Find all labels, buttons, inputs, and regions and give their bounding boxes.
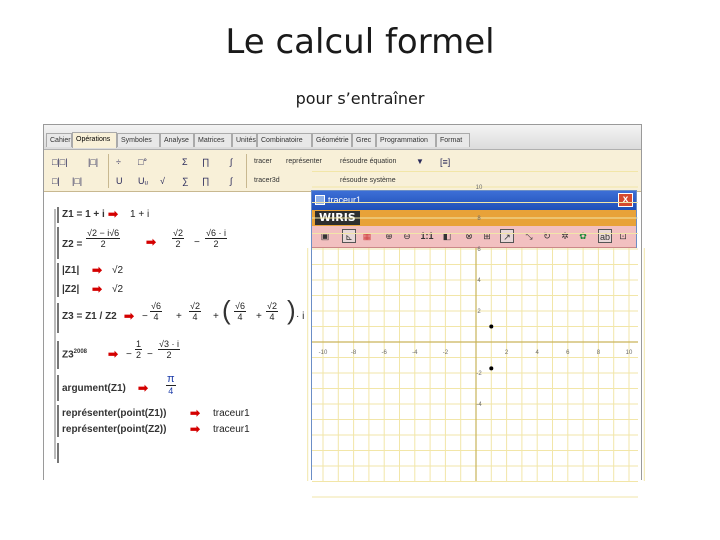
paren-close: ): [287, 295, 296, 325]
result-pow-minus: −: [147, 349, 153, 360]
input-abs-z1[interactable]: |Z1|: [62, 265, 80, 276]
tool-norm-icon[interactable]: |□|: [72, 176, 83, 186]
block-bracket: [57, 303, 59, 333]
contrast-icon[interactable]: ◧: [442, 231, 452, 241]
result-arrow-icon: ➡: [190, 422, 201, 436]
tool-product-icon[interactable]: ∏: [202, 157, 210, 167]
block-bracket: [57, 227, 59, 259]
block-bracket: [57, 405, 59, 437]
tool-product2-icon[interactable]: ∏: [202, 176, 210, 186]
block-bracket: [57, 263, 59, 297]
close-button[interactable]: x: [618, 193, 633, 207]
export-icon[interactable]: ⊡: [619, 231, 627, 241]
tool-union-icon[interactable]: U: [116, 176, 123, 186]
result-z3-term2: √2 4: [190, 301, 200, 322]
result-traceur1-b[interactable]: traceur1: [213, 424, 250, 435]
tool-bracket-icon[interactable]: □|: [52, 176, 60, 186]
settings-icon[interactable]: ✲: [561, 231, 569, 241]
result-arrow-icon: ➡: [108, 347, 119, 361]
paren-open: (: [222, 295, 231, 325]
tab-geometrie[interactable]: Géométrie: [312, 133, 352, 147]
tool-power-icon[interactable]: □°: [138, 157, 148, 167]
label-icon[interactable]: ab: [598, 229, 612, 243]
tab-grec[interactable]: Grec: [352, 133, 376, 147]
x-tick-label: -6: [381, 350, 387, 356]
tool-matrix-icon[interactable]: [≡]: [440, 157, 451, 167]
slide-title: Le calcul formel: [225, 22, 495, 62]
x-tick-label: 6: [566, 350, 570, 356]
window-icon: [315, 195, 325, 205]
result-arrow-icon: ➡: [138, 381, 149, 395]
block-bracket: [57, 375, 59, 401]
tool-integral2-icon[interactable]: ∫: [230, 176, 233, 186]
x-tick-label: 4: [535, 350, 539, 356]
dropdown-arrow-icon[interactable]: ▼: [416, 157, 424, 166]
result-abs-z1: √2: [112, 265, 124, 276]
tool-resoudre-systeme[interactable]: résoudre système: [340, 177, 396, 184]
result-z3-i: · i: [296, 311, 305, 322]
result-arrow-icon: ➡: [124, 309, 135, 323]
result-argument: π 4: [167, 373, 175, 396]
tool-abs-icon[interactable]: |□|: [88, 157, 99, 167]
transform-icon[interactable]: ⤡: [525, 231, 533, 241]
result-z2-term1: √2 2: [173, 228, 183, 249]
graph-toolbar: [312, 226, 636, 248]
tool-fraction-icon[interactable]: □|□|: [52, 157, 68, 167]
result-arrow-icon: ➡: [108, 207, 119, 221]
tool-tracer[interactable]: tracer: [254, 158, 272, 165]
x-tick-label: -4: [412, 350, 418, 356]
tab-combinatoire[interactable]: Combinatoire: [257, 133, 312, 147]
tool-subscript-union-icon[interactable]: Uᵤ: [138, 176, 148, 186]
result-arrow-icon: ➡: [190, 406, 201, 420]
result-pow-sign: −: [126, 349, 132, 360]
fit-icon[interactable]: ⊞: [483, 231, 491, 241]
cursor-icon[interactable]: ↗: [500, 229, 514, 243]
tool-sqrt-icon[interactable]: √: [160, 176, 165, 186]
tool-integral-icon[interactable]: ∫: [230, 157, 233, 167]
tab-format[interactable]: Format: [436, 133, 470, 147]
result-pow-term2: √3 · i 2: [159, 339, 179, 360]
result-abs-z2: √2: [112, 284, 124, 295]
tracer-titlebar[interactable]: [312, 191, 636, 210]
input-argument[interactable]: argument(Z1): [62, 383, 126, 394]
result-z3-term4: √2 4: [267, 301, 277, 322]
result-arrow-icon: ➡: [92, 263, 103, 277]
input-z2-fraction[interactable]: √2 − i√6 2: [87, 228, 120, 249]
tool-sum2-icon[interactable]: ∑: [182, 176, 189, 186]
result-z3-plus2: +: [213, 311, 219, 322]
y-tick-label: -4: [476, 402, 482, 408]
tab-cahier[interactable]: Cahier: [46, 133, 72, 147]
result-z3-term3: √6 4: [235, 301, 245, 322]
grid-icon[interactable]: ▦: [362, 231, 372, 241]
y-tick-label: 10: [475, 185, 483, 191]
x-tick-label: 8: [596, 350, 601, 356]
input-z1[interactable]: Z1 = 1 + i: [62, 209, 105, 220]
result-traceur1-a[interactable]: traceur1: [213, 408, 250, 419]
tool-representer[interactable]: représenter: [286, 158, 322, 165]
y-tick-label: 4: [477, 278, 481, 284]
tracer-window: [311, 185, 637, 480]
result-z1: 1 + i: [130, 209, 150, 220]
result-pow-term1: 1 2: [136, 339, 142, 360]
x-tick-label: -10: [318, 350, 328, 356]
center-icon[interactable]: ⊗: [465, 231, 473, 241]
toolbar-divider: [108, 154, 109, 188]
save-icon[interactable]: ▣: [320, 231, 330, 241]
tracer-title: traceur1: [328, 195, 362, 205]
tab-matrices[interactable]: Matrices: [194, 133, 232, 147]
x-tick-label: 2: [504, 350, 509, 356]
result-z3-sign: −: [142, 311, 148, 322]
data-point: [489, 366, 493, 370]
result-arrow-icon: ➡: [92, 282, 103, 296]
y-tick-label: 6: [477, 247, 481, 253]
rotate-icon[interactable]: ↻: [543, 231, 551, 241]
input-z3[interactable]: Z3 = Z1 / Z2: [62, 311, 117, 322]
block-bracket: [57, 341, 59, 369]
toolbar-divider: [246, 154, 247, 188]
y-tick-label: -2: [476, 371, 482, 377]
tab-programmation[interactable]: Programmation: [376, 133, 436, 147]
x-tick-label: 10: [625, 350, 633, 356]
tool-tracer3d[interactable]: tracer3d: [254, 177, 280, 184]
data-point: [489, 325, 493, 329]
input-z3-power[interactable]: $Z3^{2008}$: [62, 349, 88, 361]
zoom-in-icon[interactable]: ⊕: [385, 231, 393, 241]
zoom-out-icon[interactable]: ⊖: [403, 231, 411, 241]
wiris-logo: WIRIS: [315, 211, 360, 225]
input-abs-z2[interactable]: |Z2|: [62, 284, 80, 295]
input-representer-z1[interactable]: représenter(point(Z1)): [62, 408, 167, 419]
y-tick-label: 2: [477, 309, 481, 315]
tool-resoudre-equation[interactable]: résoudre équation: [340, 158, 397, 165]
result-z2-minus: −: [194, 237, 200, 248]
block-bracket: [57, 207, 59, 223]
tool-sum-icon[interactable]: Σ: [182, 157, 188, 167]
axes-icon[interactable]: ⊾: [342, 229, 356, 243]
result-z3-plus3: +: [256, 311, 262, 322]
tab-symboles[interactable]: Symboles: [117, 133, 160, 147]
zoom-1-1-button[interactable]: 1:1: [420, 231, 434, 241]
x-tick-label: -2: [442, 350, 449, 356]
input-z2-label[interactable]: Z2 =: [62, 239, 83, 250]
result-arrow-icon: ➡: [146, 235, 157, 249]
result-z2-term2: √6 · i 2: [206, 228, 226, 249]
slide-subtitle: pour s’entraîner: [295, 89, 425, 108]
result-z3-term1: √6 4: [151, 301, 161, 322]
tab-analyse[interactable]: Analyse: [160, 133, 194, 147]
tab-bar: [44, 125, 641, 150]
session-bracket: [54, 209, 56, 459]
tab-operations[interactable]: Opérations: [72, 132, 117, 148]
input-representer-z2[interactable]: représenter(point(Z2)): [62, 424, 167, 435]
tool-divide-icon[interactable]: ÷: [116, 157, 121, 167]
block-bracket: [57, 443, 59, 463]
color-icon[interactable]: ✿: [579, 231, 587, 241]
tab-unites[interactable]: Unités: [232, 133, 257, 147]
result-z3-plus: +: [176, 311, 182, 322]
x-tick-label: -8: [350, 350, 357, 356]
y-tick-label: 8: [477, 216, 481, 222]
